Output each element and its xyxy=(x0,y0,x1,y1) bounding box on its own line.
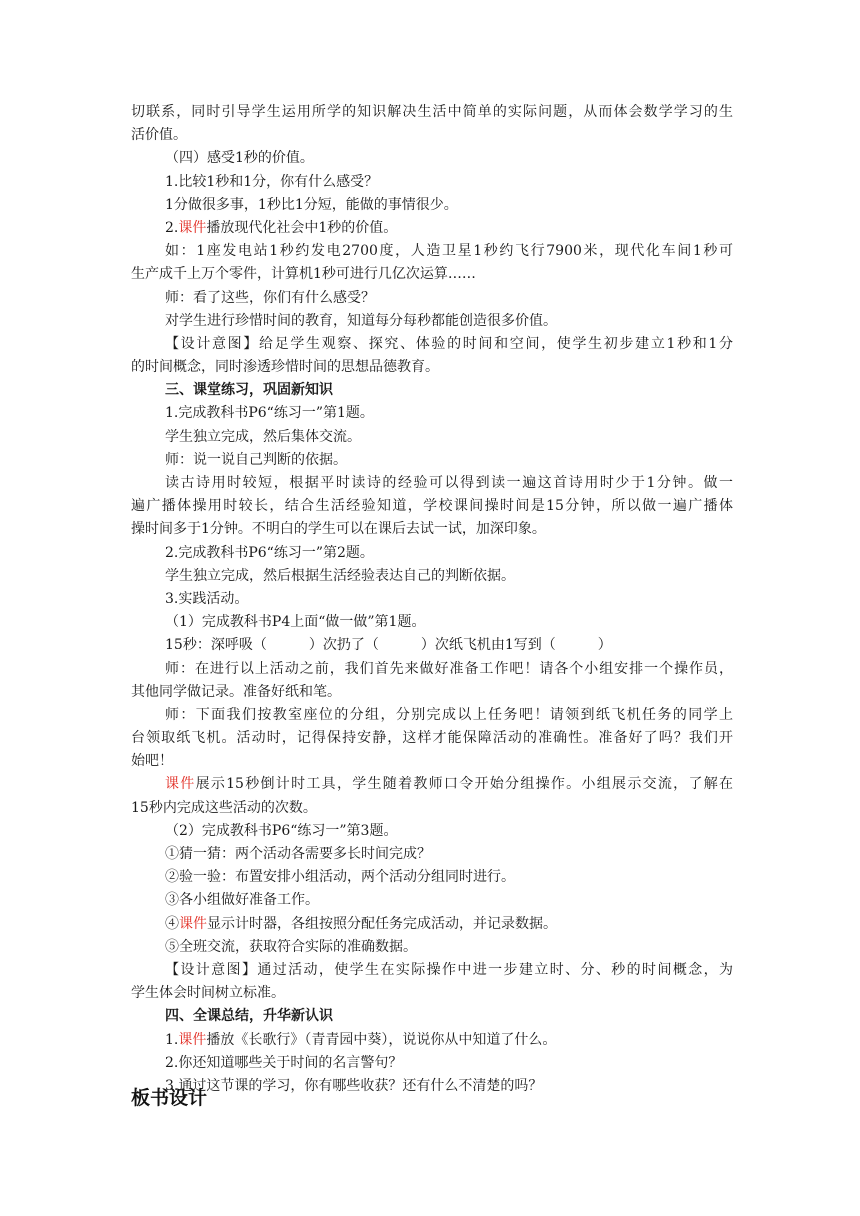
paragraph-line: （1）完成教科书P4上面“做一做”第1题。 xyxy=(165,614,426,631)
paragraph-line: 2.你还知道哪些关于时间的名言警句？ xyxy=(165,1054,403,1071)
paragraph-line: 【设计意图】通过活动，使学生在实际操作中进一步建立时、分、秒的时间概念，为 xyxy=(165,961,733,978)
paragraph-line: 学生独立完成，然后根据生活经验表达自己的判断依据。 xyxy=(165,567,515,584)
paragraph-line xyxy=(131,217,733,240)
paragraph-line: 读古诗用时较短，根据平时读诗的经验可以得到读一遍这首诗用时少于1分钟。做一 xyxy=(165,475,733,491)
fill-in-blank-line: 15秒：深呼吸（ ）次扔了（ ）次纸飞机由1写到（ ） xyxy=(165,637,612,654)
paragraph-line: 遍广播体操用时较长，结合生活经验知道，学校课间操时间是15分钟，所以做一遍广播体 xyxy=(131,498,733,515)
paragraph-line: 1.完成教科书P6“练习一”第1题。 xyxy=(165,405,374,422)
paragraph-line: 1.比较1秒和1分，你有什么感受？ xyxy=(165,173,379,190)
paragraph-line xyxy=(131,773,733,796)
paragraph-line: 学生独立完成，然后集体交流。 xyxy=(165,428,361,445)
paragraph-line: 【设计意图】给足学生观察、探究、体验的时间和空间，使学生初步建立1秒和1分 xyxy=(165,335,733,352)
paragraph-line: 操时间多于1分钟。不明白的学生可以在课后去试一试，加深印象。 xyxy=(131,521,546,538)
paragraph-line: 生产成千上万个零件，计算机1秒可进行几亿次运算…… xyxy=(131,266,476,283)
subsection-heading: （四）感受1秒的价值。 xyxy=(165,150,314,167)
courseware-highlight: 课件 xyxy=(179,915,207,932)
paragraph-line: 师：说一说自己判断的依据。 xyxy=(165,451,347,468)
paragraph-line: ⑤全班交流，获取符合实际的准确数据。 xyxy=(165,938,417,955)
paragraph-line: 台领取纸飞机。活动时，记得保持安静，这样才能保障活动的准确性。准备好了吗？我们开 xyxy=(131,730,733,747)
line-text: 播放《长歌行》（青青园中葵），说说你从中知道了什么。 xyxy=(206,1031,557,1048)
line-text: 显示计时器，各组按照分配任务完成活动，并记录数据。 xyxy=(207,915,557,932)
line-text: 展示15秒倒计时工具，学生随着教师口令开始分组操作。小组展示交流，了解在 xyxy=(195,776,734,793)
board-design-heading: 板书设计 xyxy=(131,1087,208,1109)
paragraph-line: 的时间概念，同时渗透珍惜时间的思想品德教育。 xyxy=(131,359,439,376)
paragraph-line: 切联系，同时引导学生运用所学的知识解决生活中简单的实际问题，从而体会数学学习的生 xyxy=(131,104,733,120)
paragraph-line: 1分做很多事，1秒比1分短，能做的事情很少。 xyxy=(165,196,458,213)
paragraph-line: 对学生进行珍惜时间的教育，知道每分每秒都能创造很多价值。 xyxy=(165,312,557,329)
paragraph-line: 3.实践活动。 xyxy=(165,590,249,607)
section-heading: 四、全课总结，升华新认识 xyxy=(165,1008,333,1025)
paragraph-line: ②验一验：布置安排小组活动，两个活动分组同时进行。 xyxy=(165,869,515,886)
paragraph-line: 2.完成教科书P6“练习一”第2题。 xyxy=(165,544,374,561)
paragraph-line: 15秒内完成这些活动的次数。 xyxy=(131,799,317,816)
line-text: 播放现代化社会中1秒的价值。 xyxy=(206,219,398,236)
paragraph-line: 活价值。 xyxy=(131,127,187,144)
courseware-highlight: 课件 xyxy=(178,1031,207,1048)
paragraph-line: （2）完成教科书P6“练习一”第3题。 xyxy=(165,822,398,839)
paragraph-line: ③各小组做好准备工作。 xyxy=(165,892,319,909)
line-prefix: 1. xyxy=(165,1031,179,1048)
section-heading: 三、课堂练习，巩固新知识 xyxy=(165,382,333,399)
paragraph-line: 师：下面我们按教室座位的分组，分别完成以上任务吧！请领到纸飞机任务的同学上 xyxy=(165,706,733,723)
courseware-highlight: 课件 xyxy=(178,219,207,236)
paragraph-line: 始吧！ xyxy=(131,753,173,770)
paragraph-line: 3.通过这节课的学习，你有哪些收获？还有什么不清楚的吗？ xyxy=(165,1077,543,1094)
line-prefix: ④ xyxy=(165,915,179,932)
paragraph-line: 如：1座发电站1秒约发电2700度，人造卫星1秒约飞行7900米，现代化车间1秒可 xyxy=(165,243,733,260)
paragraph-line: 师：在进行以上活动之前，我们首先来做好准备工作吧！请各个小组安排一个操作员， xyxy=(165,660,733,677)
paragraph-line: 师：看了这些，你们有什么感受？ xyxy=(165,289,375,306)
courseware-highlight: 课件 xyxy=(165,776,196,793)
paragraph-line: ①猜一猜：两个活动各需要多长时间完成？ xyxy=(165,846,431,862)
paragraph-line xyxy=(131,1029,733,1052)
paragraph-line xyxy=(131,913,733,936)
line-prefix: 2. xyxy=(165,219,179,236)
paragraph-line: 学生体会时间树立标准。 xyxy=(131,985,285,1002)
paragraph-line: 其他同学做记录。准备好纸和笔。 xyxy=(131,683,341,700)
lesson-body xyxy=(131,101,733,1098)
